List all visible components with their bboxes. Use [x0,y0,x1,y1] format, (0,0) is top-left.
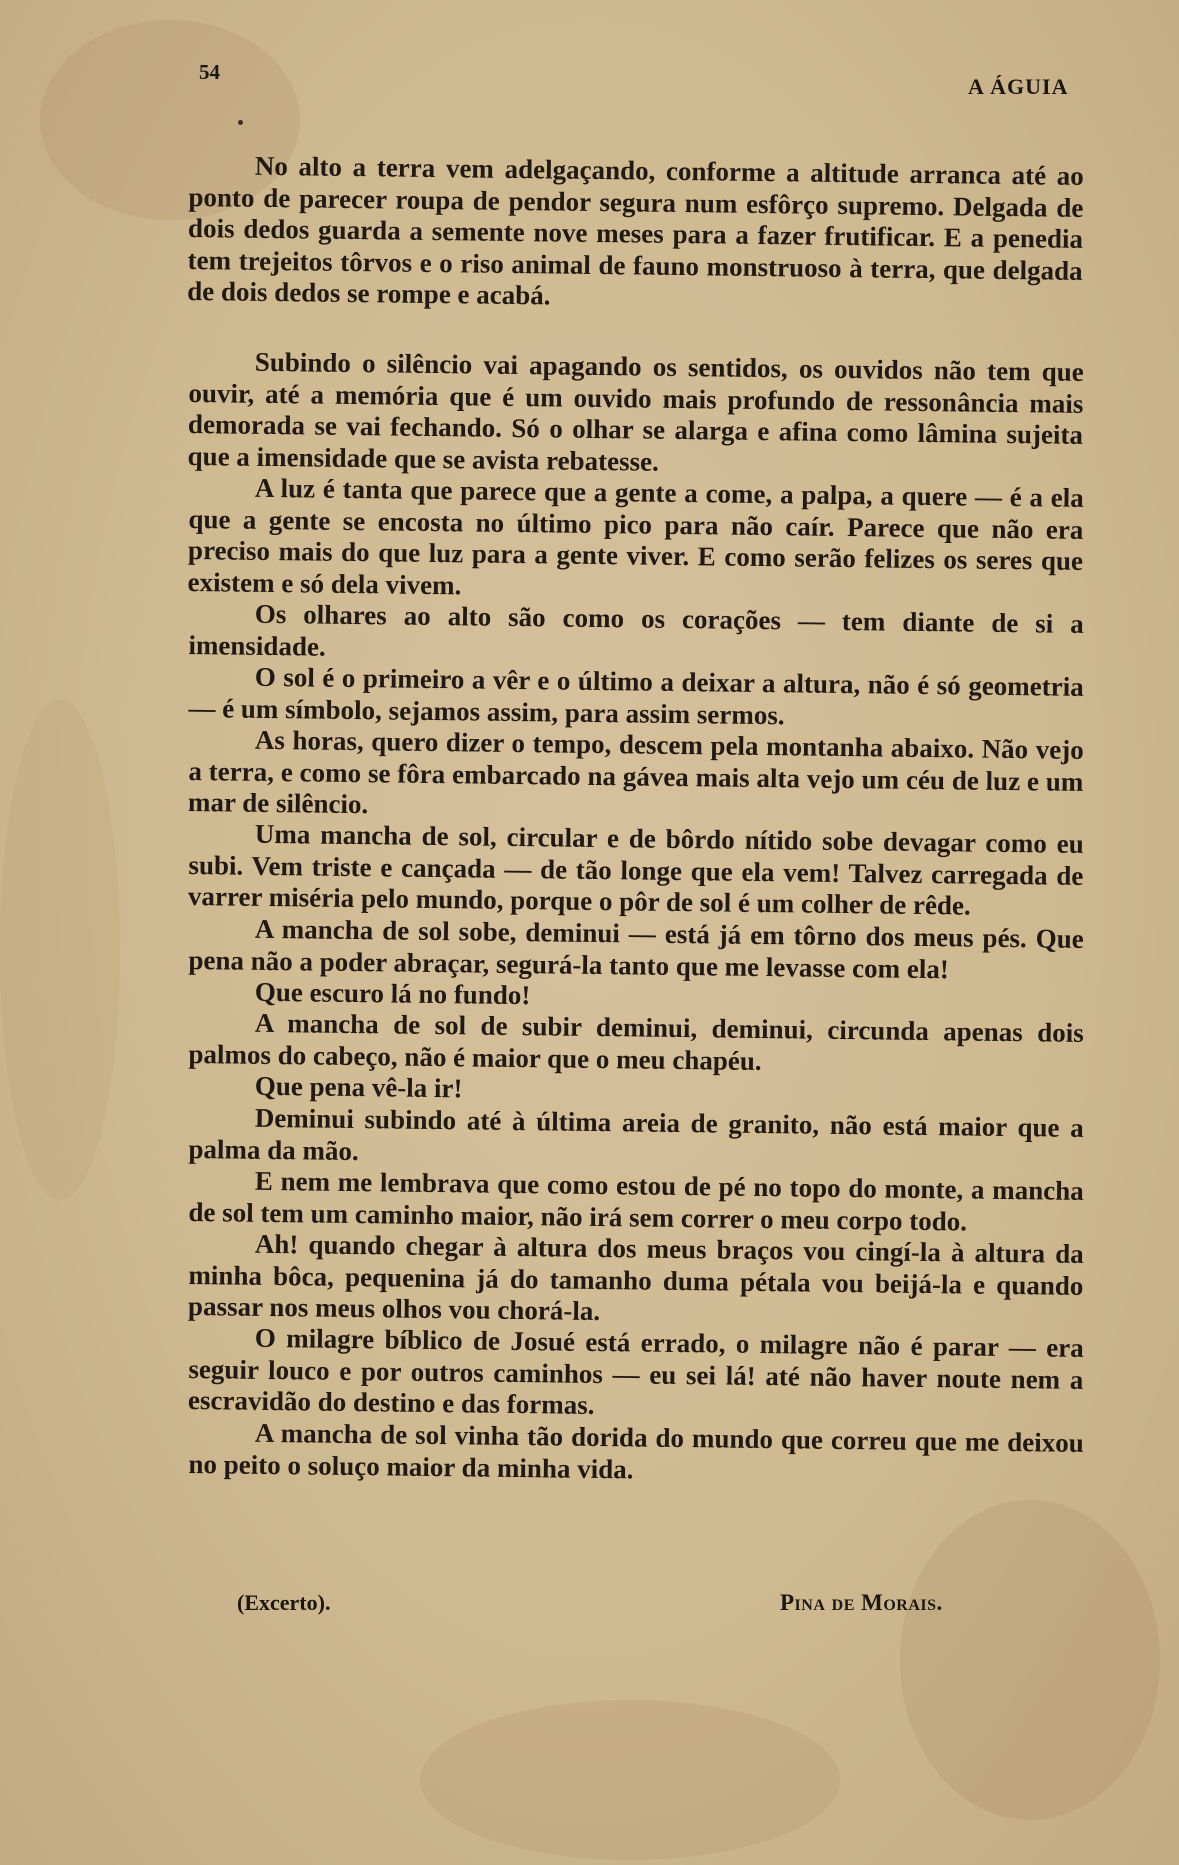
paragraph: A mancha de sol sobe, deminui — está já em tôrno dos meus pés. Que pena não a poder abraçar, segurá-la tanto que me levasse com ela! [188,913,1084,984]
paragraph: Que pena vê-la ir! [254,1070,463,1104]
ink-speck [238,120,243,125]
paper-stain [900,1500,1160,1820]
running-title: A ÁGUIA [968,74,1069,99]
author-signature: Pina de Morais. [780,1590,943,1615]
paragraph: A mancha de sol vinha tão dorida do mundo que correu que me deixou no peito o soluço maior da minha vida. [188,1417,1084,1484]
paragraph: Os olhares ao alto são como os corações — tem diante de si a imensidade. [188,598,1084,661]
paragraph: Uma mancha de sol, circular e de bôrdo nítido sobe devagar como eu subi. Vem triste e cançada — de tão longe que ela vem! Talvez carregada de varrer miséria pelo mundo, porque o pôr de sol é um colher de rêde. [187,818,1084,921]
paper-stain [0,700,120,1200]
article-body [187,150,1084,1484]
paragraph: Que escuro lá no fundo! [254,976,531,1010]
paragraph: Subindo o silêncio vai apagando os sentidos, os ouvidos não tem que ouvir, até a memória que é um ouvido mais profundo de ressonância mais demorada se vai fechando. Só o olhar se alarga e afina como lâmina sujeita que a imensidade que se avista rebatesse. [187,346,1084,476]
paragraph: A luz é tanta que parece que a gente a come, a palpa, a quere — é a ela que a gente se encosta no último pico para não caír. Parece que não era preciso mais do que luz para a gente viver. E como serão felizes os seres que existem e só dela vivem. [187,472,1084,600]
paragraph: O sol é o primeiro a vêr e o último a deixar a altura, não é só geometria — é um símbolo, sejamos assim, para assim sermos. [188,661,1084,730]
paragraph: A mancha de sol de subir deminui, deminui, circunda apenas dois palmos do cabeço, não é maior que o meu chapéu. [188,1007,1084,1076]
paragraph: Deminui subindo até à última areia de granito, não está maior que a palma da mão. [188,1102,1084,1166]
paper-stain [420,1700,840,1860]
paragraph: As horas, quero dizer o tempo, descem pela montanha abaixo. Não vejo a terra, e como se fôra embarcado na gávea mais alta vejo um céu de luz e um mar de silêncio. [187,724,1084,819]
excerpt-note: (Excerto). [237,1590,331,1615]
paragraph: No alto a terra vem adelgaçando, conforme a altitude arranca até ao ponto de parecer roupa de pendor segura num esfôrço supremo. Delgada de dois dedos guarda a semente nove meses para a fazer frutificar. E a penedia tem trejeitos tôrvos e o riso animal de fauno monstruoso à terra, que delgada de dois dedos se rompe e acabá. [187,150,1084,311]
paragraph: O milagre bíblico de Josué está errado, o milagre não é parar — era seguir louco e por outros caminhos — eu sei lá! até não haver noute nem a escravidão do destino e das formas. [187,1322,1084,1420]
paragraph: E nem me lembrava que como estou de pé no topo do monte, a mancha de sol tem um caminho maior, não irá sem correr o meu corpo todo. [188,1165,1084,1236]
page-number: 54 [199,60,220,84]
paragraph: Ah! quando chegar à altura dos meus braços vou cingí-la à altura da minha bôca, pequenina já do tamanho duma pétala vou beijá-la e quando passar nos meus olhos vou chorá-la. [187,1228,1084,1326]
